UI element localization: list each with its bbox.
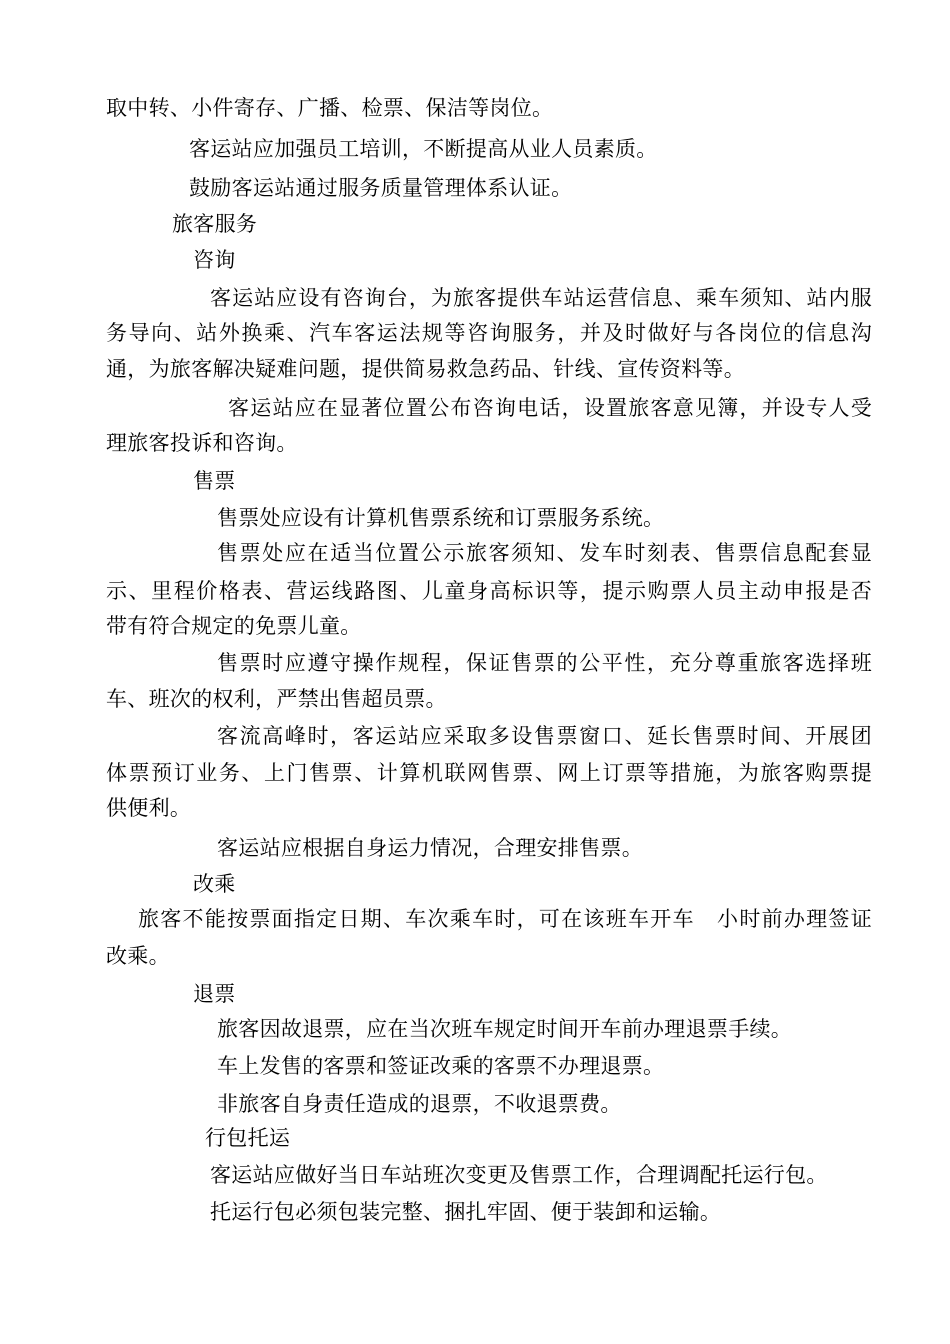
text-line: 售票处应在适当位置公示旅客须知、发车时刻表、售票信息配套显 [217,541,872,565]
subsection-heading: 咨询 [193,248,236,272]
text-line: 车上发售的客票和签证改乘的客票不办理退票。 [217,1054,665,1078]
text-line: 体票预订业务、上门售票、计算机联网售票、网上订票等措施，为旅客购票提 [106,761,872,785]
subsection-heading: 售票 [193,469,236,493]
text-line: 非旅客自身责任造成的退票，不收退票费。 [217,1092,622,1116]
subsection-heading: 行包托运 [205,1126,291,1150]
text-line: 售票处应设有计算机售票系统和订票服务系统。 [217,506,665,530]
text-line: 鼓励客运站通过服务质量管理体系认证。 [189,176,573,200]
text-line: 售票时应遵守操作规程，保证售票的公平性，充分尊重旅客选择班 [217,651,872,675]
text-line: 示、里程价格表、营运线路图、儿童身高标识等，提示购票人员主动申报是否 [106,579,872,603]
text-line: 供便利。 [106,796,192,820]
text-line: 理旅客投诉和咨询。 [106,431,298,455]
subsection-heading: 退票 [193,982,236,1006]
text-line: 改乘。 [106,944,170,968]
subsection-heading: 改乘 [193,872,236,896]
text-line: 客运站应设有咨询台，为旅客提供车站运营信息、乘车须知、站内服 [210,286,872,310]
text-line: 托运行包必须包装完整、捆扎牢固、便于装卸和运输。 [210,1200,722,1224]
text-line: 务导向、站外换乘、汽车客运法规等咨询服务，并及时做好与各岗位的信息沟 [106,321,872,345]
text-line: 车、班次的权利，严禁出售超员票。 [106,687,447,711]
text-line: 客运站应加强员工培训，不断提高从业人员素质。 [189,137,658,161]
section-heading: 旅客服务 [172,212,258,236]
text-line: 客运站应根据自身运力情况，合理安排售票。 [217,836,643,860]
text-line: 旅客因故退票，应在当次班车规定时间开车前办理退票手续。 [217,1017,793,1041]
text-line: 客流高峰时，客运站应采取多设售票窗口、延长售票时间、开展团 [217,724,872,748]
text-line: 旅客不能按票面指定日期、车次乘车时，可在该班车开车 小时前办理签证 [138,907,872,931]
text-line: 客运站应做好当日车站班次变更及售票工作，合理调配托运行包。 [210,1163,828,1187]
text-line: 取中转、小件寄存、广播、检票、保洁等岗位。 [106,96,554,120]
text-line: 客运站应在显著位置公布咨询电话，设置旅客意见簿，并设专人受 [228,396,872,420]
text-line: 通，为旅客解决疑难问题，提供简易救急药品、针线、宣传资料等。 [106,357,745,381]
text-line: 带有符合规定的免票儿童。 [106,614,362,638]
